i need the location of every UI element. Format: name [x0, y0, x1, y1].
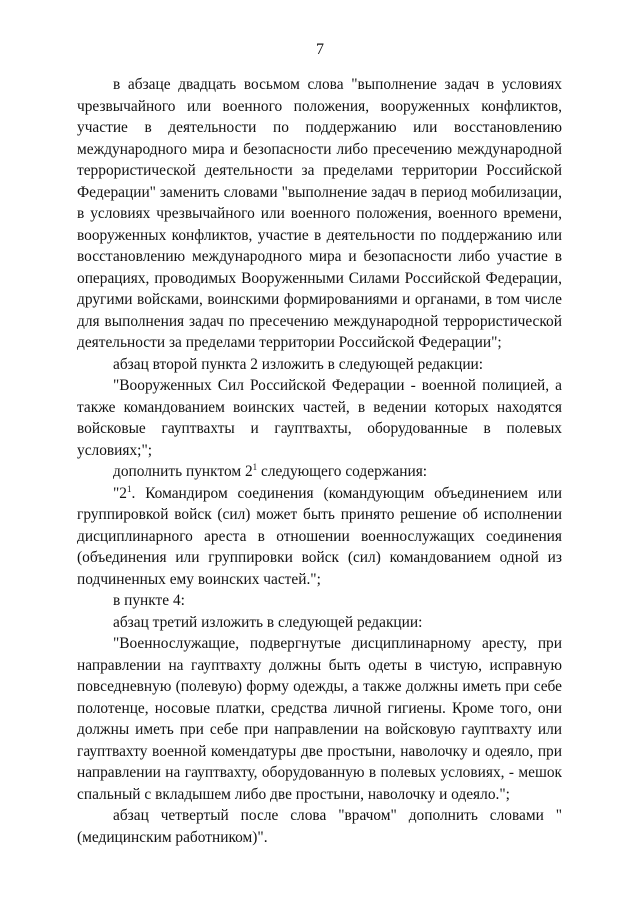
paragraph-5-text-after: . Командиром соединения (командующим объединением или группировкой войск (сил) может быть принято решение об исполнении дисциплинарного ареста в отношении военнослужащих соединения (объединения или группировки войск (сил) командованием одной из подчиненных ему воинских частей.";: [77, 484, 562, 588]
paragraph-7: абзац третий изложить в следующей редакции:: [113, 613, 423, 631]
paragraph-6: в пункте 4:: [113, 592, 185, 609]
paragraph-4: [77, 461, 562, 483]
paragraph-8: "Военнослужащие, подвергнутые дисциплинарному аресту, при направлении на гауптвахту должны быть одеты в чистую, исправную повседневную (полевую) форму одежды, а также должны иметь при себе полотенце, носовые платки, средства личной гигиены. Кроме того, они должны иметь при себе при направлении на войсковую гауптвахту или гауптвахту военной комендатуры две простыни, наволочку и одеяло, при направлении на гауптвахту, оборудованную в полевых условиях, - мешок спальный с вкладышем либо две простыни, наволочку и одеяло.";: [77, 635, 562, 803]
paragraph-4-superscript: 1: [252, 462, 258, 472]
paragraph-5: [77, 483, 562, 591]
document-body: [77, 74, 562, 848]
paragraph-5-text-before: "2: [113, 484, 127, 502]
paragraph-4-text-after: следующего содержания:: [257, 463, 428, 480]
paragraph-9: абзац четвертый после слова "врачом" дополнить словами "(медицинским работником)".: [77, 807, 562, 846]
paragraph-3: "Вооруженных Сил Российской Федерации - военной полицией, а также командованием воинских частей, в ведении которых находятся войсковые гауптвахты и гауптвахты, оборудованные в полевых условиях;";: [77, 377, 562, 459]
paragraph-4-text-before: дополнить пунктом 2: [113, 463, 253, 480]
page-number: 7: [316, 41, 324, 58]
paragraph-1: в абзаце двадцать восьмом слова "выполнение задач в условиях чрезвычайного или военного положения, вооруженных конфликтов, участие в деятельности по поддержанию или восстановлению международного мира и безопасности либо пресечению международной террористической деятельности за пределами территории Российской Федерации" заменить словами "выполнение задач в период мобилизации, в условиях чрезвычайного или военного положения, военного времени, вооруженных конфликтов, участие в деятельности по поддержанию или восстановлению международного мира и безопасности либо участие в операциях, проводимых Вооруженными Силами Российской Федерации, другими войсками, воинскими формированиями и органами, в том числе для выполнения задач по пресечению международной террористической деятельности за пределами территории Российской Федерации";: [77, 76, 562, 351]
paragraph-2: абзац второй пункта 2 изложить в следующей редакции:: [113, 355, 484, 373]
paragraph-5-superscript: 1: [126, 483, 132, 494]
